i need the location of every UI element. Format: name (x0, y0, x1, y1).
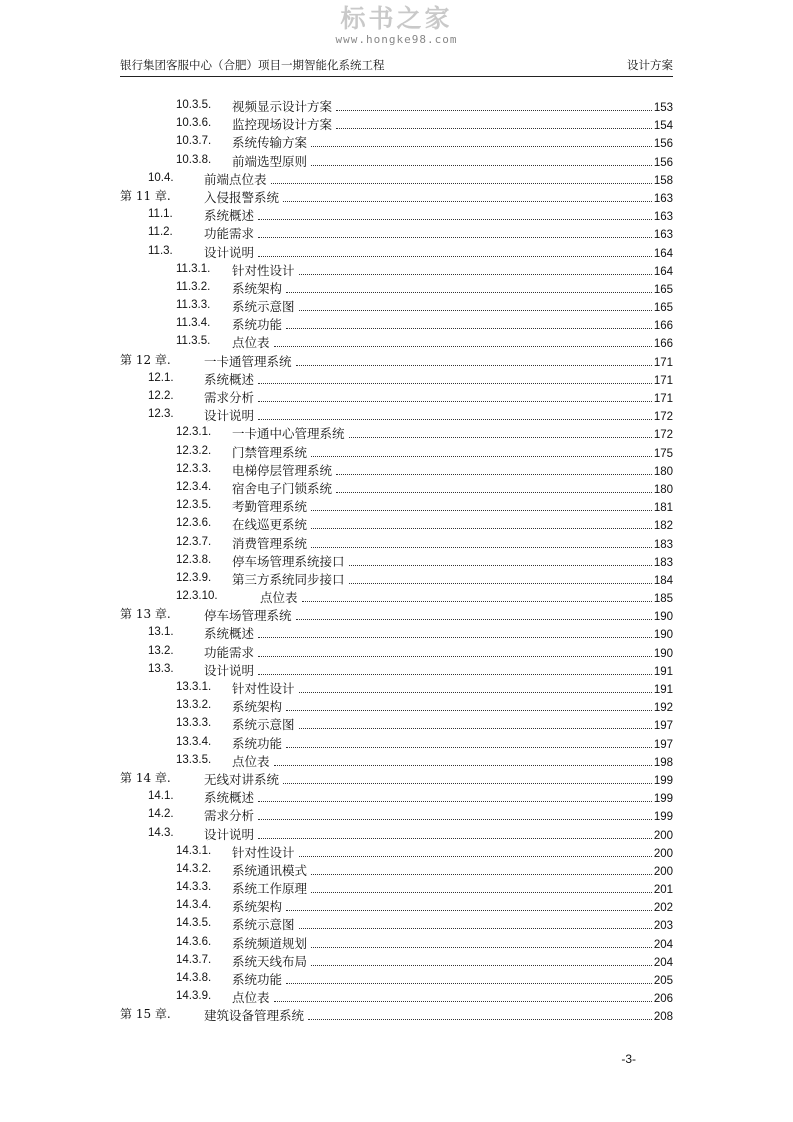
toc-entry-page: 200 (653, 847, 673, 860)
toc-entry[interactable] (0, 169, 793, 187)
toc-entry-page: 181 (653, 502, 673, 515)
toc-entry-number: 14.3.9. (176, 990, 212, 1003)
toc-entry-number: 11.3.3. (176, 299, 211, 312)
toc-entry-title: 针对性设计 (232, 262, 295, 278)
toc-dot-leader (336, 478, 652, 493)
toc-entry[interactable] (0, 151, 793, 169)
toc-dot-leader (311, 496, 652, 511)
toc-entry-number: 11.3.2. (176, 280, 211, 293)
toc-entry-page: 156 (653, 138, 673, 151)
toc-entry-page: 203 (653, 920, 673, 933)
toc-entry[interactable] (0, 423, 793, 441)
toc-entry-page: 185 (653, 593, 673, 606)
toc-entry-number: 12.3.3. (176, 462, 212, 475)
toc-entry-title: 设计说明 (204, 408, 255, 424)
toc-entry-page: 184 (653, 574, 673, 587)
section-label: 设计方案 (627, 58, 673, 72)
toc-entry[interactable] (0, 496, 793, 514)
toc-entry[interactable] (0, 533, 793, 551)
toc-entry-number: 第 12 章. (120, 352, 171, 367)
toc-dot-leader (258, 405, 652, 420)
toc-dot-leader (258, 824, 652, 839)
toc-entry-page: 198 (653, 756, 673, 769)
toc-entry[interactable] (0, 351, 793, 369)
toc-entry-number: 14.3. (148, 826, 174, 839)
toc-entry[interactable] (0, 860, 793, 878)
toc-dot-leader (258, 205, 652, 220)
toc-entry-number: 10.3.6. (176, 117, 212, 130)
toc-dot-leader (286, 733, 652, 748)
toc-entry-page: 158 (653, 174, 673, 187)
document-title: 银行集团客服中心（合肥）项目一期智能化系统工程 (120, 58, 385, 72)
toc-entry-number: 12.3.10. (176, 590, 218, 603)
toc-dot-leader (258, 623, 652, 638)
toc-entry-number: 14.3.4. (176, 899, 212, 912)
toc-entry-page: 171 (653, 356, 673, 369)
toc-entry-title: 监控现场设计方案 (232, 117, 333, 133)
toc-entry[interactable] (0, 460, 793, 478)
toc-dot-leader (336, 96, 652, 111)
toc-dot-leader (283, 769, 652, 784)
toc-dot-leader (283, 187, 652, 202)
toc-dot-leader (311, 151, 652, 166)
toc-entry-number: 13.3.4. (176, 735, 212, 748)
toc-entry[interactable] (0, 769, 793, 787)
toc-entry-number: 13.3.5. (176, 753, 212, 766)
toc-dot-leader (311, 514, 652, 529)
toc-entry-number: 14.2. (148, 808, 174, 821)
toc-entry-page: 163 (653, 229, 673, 242)
toc-entry-number: 10.3.5. (176, 99, 212, 111)
toc-entry-page: 175 (653, 447, 673, 460)
toc-entry[interactable] (0, 623, 793, 641)
toc-dot-leader (311, 132, 652, 147)
toc-entry-page: 172 (653, 411, 673, 424)
toc-entry[interactable] (0, 132, 793, 150)
toc-entry[interactable] (0, 223, 793, 241)
toc-entry-number: 11.3.5. (176, 335, 211, 348)
toc-entry-title: 系统架构 (232, 280, 283, 296)
toc-entry[interactable] (0, 878, 793, 896)
toc-entry-title: 电梯停层管理系统 (232, 462, 333, 478)
toc-entry[interactable] (0, 805, 793, 823)
toc-dot-leader (299, 842, 652, 857)
toc-entry[interactable] (0, 678, 793, 696)
toc-entry-title: 针对性设计 (232, 681, 295, 696)
toc-dot-leader (311, 533, 652, 548)
toc-dot-leader (274, 332, 652, 347)
toc-entry-number: 10.3.8. (176, 153, 212, 166)
toc-entry-number: 12.3.8. (176, 553, 212, 566)
toc-entry-number: 14.3.1. (176, 844, 212, 857)
toc-entry[interactable] (0, 987, 793, 1005)
toc-entry[interactable] (0, 569, 793, 587)
toc-entry-title: 系统频道规划 (232, 935, 308, 951)
toc-entry[interactable] (0, 914, 793, 932)
toc-entry-page: 165 (653, 283, 673, 296)
toc-dot-leader (286, 314, 652, 329)
toc-entry-title: 在线巡更系统 (232, 517, 308, 533)
toc-entry[interactable] (0, 442, 793, 460)
toc-entry[interactable] (0, 296, 793, 314)
toc-entry-title: 系统示意图 (232, 917, 295, 933)
toc-entry-number: 11.3.1. (176, 262, 211, 275)
toc-entry-number: 10.3.7. (176, 135, 212, 148)
toc-entry-title: 前端点位表 (204, 171, 267, 187)
toc-dot-leader (299, 678, 652, 693)
toc-entry-title: 考勤管理系统 (232, 499, 308, 515)
page-header (120, 56, 673, 77)
toc-entry-title: 点位表 (260, 590, 298, 606)
toc-entry[interactable] (0, 605, 793, 623)
toc-dot-leader (349, 551, 652, 566)
toc-entry-title: 功能需求 (204, 226, 255, 242)
toc-entry-leader-line (204, 1005, 673, 1026)
toc-entry-number: 14.3.7. (176, 953, 212, 966)
toc-entry[interactable] (0, 969, 793, 987)
toc-entry[interactable] (0, 405, 793, 423)
toc-entry-title: 系统概述 (204, 790, 255, 806)
toc-entry-title: 系统传输方案 (232, 135, 308, 151)
toc-entry-title: 入侵报警系统 (204, 189, 280, 205)
toc-entry-page: 199 (653, 793, 673, 806)
toc-entry-page: 153 (653, 102, 673, 114)
toc-entry-number: 13.3.1. (176, 681, 212, 693)
watermark-brand: 标书之家 (340, 4, 453, 33)
toc-dot-leader (349, 423, 652, 438)
page-number: -3- (621, 1052, 636, 1066)
toc-entry-number: 12.3.9. (176, 571, 212, 584)
toc-dot-leader (274, 987, 652, 1002)
toc-entry-title: 设计说明 (204, 662, 255, 678)
table-of-contents (0, 96, 793, 1024)
toc-entry-page: 191 (653, 684, 673, 696)
toc-entry-number: 13.3.2. (176, 699, 212, 712)
toc-entry-number: 14.3.6. (176, 935, 212, 948)
toc-dot-leader (258, 642, 652, 657)
toc-entry-number: 12.3.7. (176, 535, 212, 548)
toc-entry[interactable] (0, 514, 793, 532)
toc-entry[interactable] (0, 96, 793, 114)
toc-entry-number: 14.3.3. (176, 881, 212, 894)
toc-entry-title: 无线对讲系统 (204, 771, 280, 787)
toc-entry-title: 系统天线布局 (232, 953, 308, 969)
toc-entry-page: 191 (653, 665, 673, 678)
toc-entry[interactable] (0, 696, 793, 714)
toc-dot-leader (258, 223, 652, 238)
toc-entry-title: 停车场管理系统接口 (232, 553, 345, 569)
toc-dot-leader (311, 933, 652, 948)
toc-entry-page: 190 (653, 611, 673, 624)
toc-entry-title: 系统概述 (204, 626, 255, 642)
toc-entry-title: 宿舍电子门锁系统 (232, 480, 333, 496)
watermark-logo (0, 4, 793, 46)
toc-dot-leader (311, 442, 652, 457)
toc-entry-title: 系统架构 (232, 899, 283, 915)
toc-entry-page: 154 (653, 120, 673, 133)
toc-entry-page: 171 (653, 374, 673, 387)
toc-entry-page: 171 (653, 393, 673, 405)
toc-entry[interactable] (0, 896, 793, 914)
toc-entry-page: 205 (653, 975, 673, 987)
toc-entry-title: 系统通讯模式 (232, 862, 308, 878)
toc-dot-leader (271, 169, 652, 184)
toc-entry-page: 202 (653, 902, 673, 915)
toc-entry-page: 199 (653, 811, 673, 824)
toc-entry[interactable] (0, 278, 793, 296)
toc-dot-leader (336, 114, 652, 129)
toc-entry-number: 12.3.6. (176, 517, 212, 530)
toc-entry[interactable] (0, 751, 793, 769)
toc-dot-leader (258, 369, 652, 384)
toc-entry-title: 系统概述 (204, 371, 255, 387)
toc-entry-page: 204 (653, 956, 673, 969)
toc-entry[interactable] (0, 660, 793, 678)
toc-entry-page: 182 (653, 520, 673, 533)
toc-entry-page: 197 (653, 738, 673, 751)
toc-entry-number: 14.3.8. (176, 972, 212, 984)
toc-entry-page: 201 (653, 884, 673, 897)
toc-entry-title: 第三方系统同步接口 (232, 571, 345, 587)
toc-entry-page: 156 (653, 156, 673, 169)
toc-dot-leader (274, 751, 652, 766)
toc-entry[interactable] (0, 387, 793, 405)
toc-entry-number: 12.3.4. (176, 480, 212, 493)
toc-entry-page: 197 (653, 720, 673, 733)
toc-entry-number: 13.1. (148, 626, 174, 639)
toc-entry[interactable] (0, 587, 793, 605)
toc-entry-title: 系统功能 (232, 317, 283, 333)
toc-entry[interactable] (0, 478, 793, 496)
toc-dot-leader (311, 860, 652, 875)
toc-entry[interactable] (0, 187, 793, 205)
toc-entry-title: 功能需求 (204, 644, 255, 660)
toc-entry[interactable] (0, 242, 793, 260)
toc-entry-page: 183 (653, 538, 673, 551)
toc-entry-number: 第 14 章. (120, 770, 171, 785)
toc-entry-page: 172 (653, 429, 673, 442)
toc-entry-page: 190 (653, 647, 673, 660)
toc-entry-number: 10.4. (148, 171, 174, 184)
toc-entry-page: 163 (653, 192, 673, 205)
toc-dot-leader (349, 569, 652, 584)
toc-dot-leader (296, 351, 652, 366)
toc-dot-leader (296, 605, 652, 620)
toc-entry-title: 设计说明 (204, 826, 255, 842)
toc-entry[interactable] (0, 551, 793, 569)
toc-entry-title: 点位表 (232, 335, 270, 351)
toc-dot-leader (286, 278, 652, 293)
toc-entry-page: 204 (653, 938, 673, 951)
toc-dot-leader (299, 296, 652, 311)
toc-entry-title: 门禁管理系统 (232, 444, 308, 460)
watermark-url: www.hongke98.com (335, 33, 458, 46)
toc-dot-leader (311, 878, 652, 893)
toc-dot-leader (299, 714, 652, 729)
toc-entry[interactable] (0, 332, 793, 350)
toc-entry-page: 180 (653, 465, 673, 478)
toc-entry-number: 11.2. (148, 226, 173, 239)
toc-entry-number: 12.1. (148, 371, 174, 384)
toc-entry-number: 11.1. (148, 208, 173, 221)
toc-entry-page: 208 (653, 1011, 673, 1024)
toc-entry[interactable] (0, 369, 793, 387)
toc-entry[interactable] (0, 933, 793, 951)
toc-entry-title: 系统示意图 (232, 717, 295, 733)
toc-entry[interactable] (0, 205, 793, 223)
toc-entry-title: 针对性设计 (232, 844, 295, 860)
toc-entry-page: 183 (653, 556, 673, 569)
toc-entry-page: 206 (653, 993, 673, 1006)
toc-entry-number: 第 15 章. (120, 1007, 171, 1022)
toc-entry-page: 190 (653, 629, 673, 642)
toc-entry-title: 系统示意图 (232, 299, 295, 315)
toc-entry-page: 180 (653, 483, 673, 496)
toc-entry-title: 系统功能 (232, 735, 283, 751)
toc-entry-title: 系统架构 (232, 699, 283, 715)
toc-entry-page: 163 (653, 211, 673, 224)
toc-entry-number: 12.3.2. (176, 444, 212, 457)
toc-dot-leader (299, 260, 652, 275)
toc-entry-page: 166 (653, 320, 673, 333)
toc-entry-number: 13.2. (148, 644, 174, 657)
toc-entry-number: 14.3.5. (176, 917, 212, 930)
toc-entry-number: 11.3.4. (176, 317, 211, 330)
toc-entry-page: 199 (653, 774, 673, 787)
toc-dot-leader (308, 1005, 652, 1020)
toc-dot-leader (258, 787, 652, 802)
toc-entry-page: 164 (653, 247, 673, 260)
toc-entry-page: 192 (653, 702, 673, 715)
toc-entry[interactable] (0, 260, 793, 278)
toc-entry-number: 13.3. (148, 662, 174, 675)
toc-entry-title: 视频显示设计方案 (232, 99, 333, 114)
toc-dot-leader (286, 696, 652, 711)
toc-entry-number: 12.3.5. (176, 499, 212, 512)
toc-dot-leader (302, 587, 652, 602)
toc-entry[interactable] (0, 787, 793, 805)
toc-entry-title: 一卡通中心管理系统 (232, 426, 345, 442)
toc-entry-number: 第 11 章. (120, 188, 171, 203)
toc-entry-title: 系统工作原理 (232, 881, 308, 897)
toc-dot-leader (311, 951, 652, 966)
toc-dot-leader (258, 805, 652, 820)
toc-entry[interactable] (0, 714, 793, 732)
toc-entry-page: 164 (653, 265, 673, 278)
toc-entry-title: 消费管理系统 (232, 535, 308, 551)
toc-dot-leader (286, 896, 652, 911)
toc-entry-title: 系统功能 (232, 972, 283, 987)
toc-entry[interactable] (0, 114, 793, 132)
toc-entry[interactable] (0, 733, 793, 751)
toc-entry-title: 需求分析 (204, 390, 255, 405)
toc-entry-title: 停车场管理系统 (204, 608, 292, 624)
toc-dot-leader (299, 914, 652, 929)
toc-entry-title: 点位表 (232, 753, 270, 769)
toc-dot-leader (286, 969, 652, 984)
toc-entry-page: 166 (653, 338, 673, 351)
toc-entry-page: 200 (653, 829, 673, 842)
toc-entry[interactable] (0, 1005, 793, 1023)
toc-entry-number: 11.3. (148, 244, 173, 257)
toc-entry[interactable] (0, 314, 793, 332)
toc-entry-number: 12.3. (148, 408, 174, 421)
toc-entry-page: 165 (653, 302, 673, 315)
toc-entry-title: 点位表 (232, 990, 270, 1006)
toc-entry[interactable] (0, 951, 793, 969)
toc-entry[interactable] (0, 842, 793, 860)
toc-entry[interactable] (0, 642, 793, 660)
toc-dot-leader (258, 387, 652, 402)
toc-entry-page: 200 (653, 865, 673, 878)
toc-entry-number: 第 13 章. (120, 607, 171, 622)
toc-entry-number: 12.2. (148, 390, 174, 402)
toc-dot-leader (258, 242, 652, 257)
toc-entry-title: 前端选型原则 (232, 153, 308, 169)
toc-entry-title: 系统概述 (204, 208, 255, 224)
toc-entry-title: 建筑设备管理系统 (204, 1008, 305, 1024)
toc-entry-number: 14.1. (148, 790, 174, 803)
toc-entry-title: 一卡通管理系统 (204, 353, 292, 369)
toc-entry-title: 设计说明 (204, 244, 255, 260)
toc-entry-title: 需求分析 (204, 808, 255, 824)
toc-entry-number: 13.3.3. (176, 717, 212, 730)
toc-dot-leader (258, 660, 652, 675)
toc-dot-leader (336, 460, 652, 475)
toc-entry-number: 12.3.1. (176, 426, 212, 439)
toc-entry-number: 14.3.2. (176, 862, 212, 875)
toc-entry[interactable] (0, 824, 793, 842)
